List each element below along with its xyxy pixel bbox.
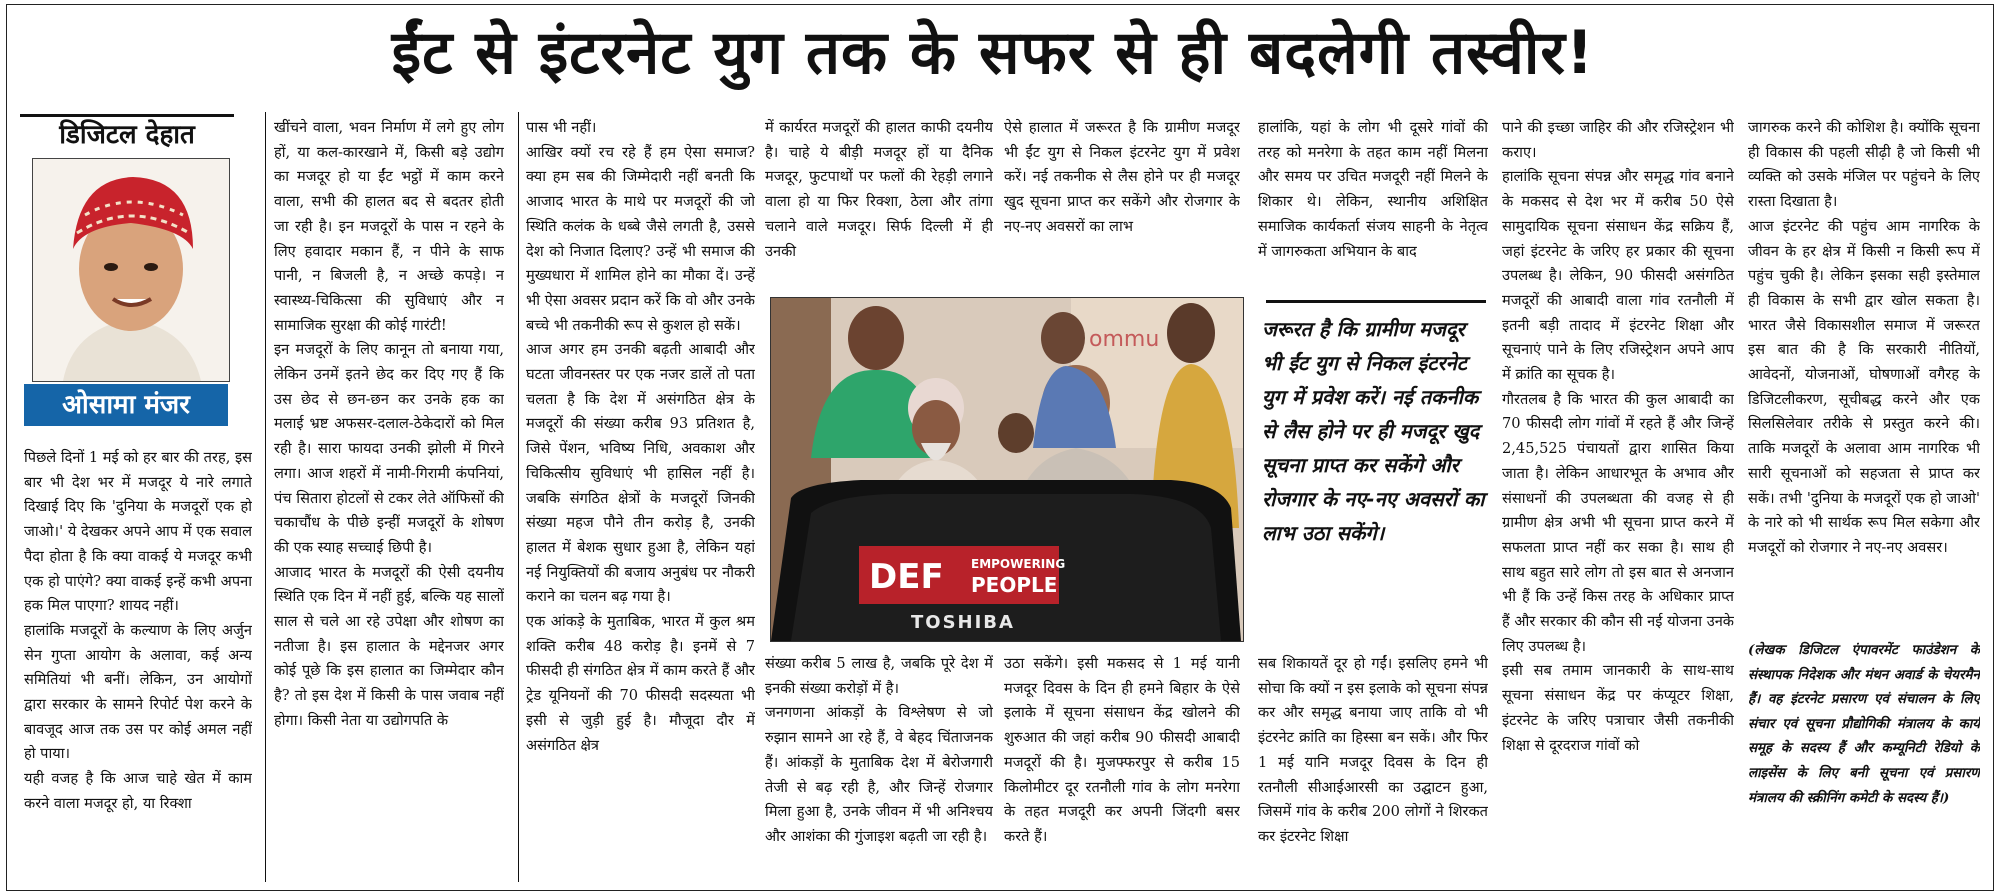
author-name: ओसामा मंजर bbox=[24, 384, 228, 426]
column-8: जागरुक करने की कोशिश है। क्योंकि सूचना ही विकास की पहली सीढ़ी है जो किसी भी व्यक्ति को उसके मंजिल पर पहुंचने के लिए रास्ता दिखाता है। आज इंटरनेट की पहुंच आम नागरिक के जीवन के हर क्षेत्र में किसी न किसी रूप में पहुंच चुकी है। लेकिन इसका सही इस्तेमाल ही विकास के सभी द्वार खोल सकता है। भारत जैसे विकासशील समाज में जरूरत इस बात की है कि सरकारी नीतियों, आवेदनों, योजनाओं, घोषणाओं वगैरह के डिजिटलीकरण, सूचीबद्ध करने और एक सिलसिलेवार तरीके से प्रस्तुत करने की। ताकि मजदूरों के अलावा आम नागरिक भी सारी सूचनाओं को सहजता से प्राप्त कर सकें। तभी 'दुनिया के मजदूरों एक हो जाओ' के नारे को भी सार्थक रूप मिल सकेगा और मजदूरों को रोजगार ने नए-नए अवसर। bbox=[1748, 119, 1980, 556]
column-6-bottom: सब शिकायतें दूर हो गईं। इसलिए हमने भी सोचा कि क्यों न इस इलाके को सूचना संपन्न कर और समृद्ध बनाया जाए ताकि वो भी इंटरनेट क्रांति का हिस्सा बन सकें। और फिर 1 मई यानि मजदूर दिवस के दिन ही रतनौली सीआईआरसी का उद्घाटन हुआ, जिसमें गांव के करीब 200 लोगों ने शिरकत कर इंटरनेट शिक्षा bbox=[1258, 655, 1488, 845]
column-5-bottom: उठा सकेंगे। इसी मकसद से 1 मई यानी मजदूर दिवस के दिन ही हमने बिहार के ऐसे इलाके में सूचना संसाधन केंद्र खोलने की शुरुआत की जहां करीब 90 फीसदी आबादी मजदूरों की है। मुजफ्फरपुर से करीब 15 किलोमीटर दूर रतनौली गांव के लोग मनरेगा के तहत मजदूरी कर अपनी जिंदगी बसर करते हैं। bbox=[1004, 655, 1240, 845]
section-label: डिजिटल देहात bbox=[20, 114, 234, 155]
column-1: पिछले दिनों 1 मई को हर बार की तरह, इस बार भी देश भर में मजदूर ये नारे लगाते दिखाई दिए कि 'दुनिया के मजदूरों एक हो जाओ।' ये देखकर अपने आप में एक सवाल पैदा होता है कि क्या वाकई ये मजदूर कभी एक हो पाएंगे? क्या वाकई इन्हें कभी अपना हक मिल पाएगा? शायद नहीं। हालांकि मजदूरों के कल्याण के लिए अर्जुन सेन गुप्ता आयोग के अलावा, कई अन्य समितियां भी बनीं। लेकिन, उन आयोगों द्वारा सरकार के सामने रिपोर्ट पेश करने के बावजूद आज तक उस पर कोई अमल नहीं हो पाया। यही वजह है कि आज चाहे खेत में काम करने वाला मजदूर हो, या रिक्शा bbox=[24, 449, 252, 812]
column-2: खींचने वाला, भवन निर्माण में लगे हुए लोग हों, या कल-कारखाने में, किसी बड़े उद्योग का मजदूर हो या ईंट भट्ठों में काम करने वाला, सभी की हालत बद से बदतर होती जा रही है। इन मजदूरों के पास न रहने के लिए हवादार मकान हैं, न पीने के साफ पानी, न बिजली है, न अच्छे कपड़े। न स्वास्थ्य-चिकित्सा की सुविधाएं और न सामाजिक सुरक्षा की कोई गारंटी! इन मजदूरों के लिए कानून तो बनाया गया, लेकिन उनमें इतने छेद कर दिए गए हैं कि उस छेद से छन-छन कर उनके हक का मलाई भ्रष्ट अफसर-दलाल-ठेकेदारों को मिल रही है। सारा फायदा उनकी झोली में गिरने लगा। आज शहरों में नामी-गिरामी कंपनियां, पंच सितारा होटलों से टकर लेते ऑफिसों की चकाचौंध के पीछे इन्हीं मजदूरों के शोषण की एक स्याह सच्चाई छिपी है। आजाद भारत के मजदूरों की ऐसी दयनीय स्थिति एक दिन में नहीं हुई, बल्कि यह सालों साल से चले आ रहे उपेक्षा और शोषण का नतीजा है। इस हालात के मद्देनजर अगर कोई पूछे कि इस हालात का जिम्मेदार कौन है? तो इस देश में किसी के पास जवाब नहीं होगा। किसी नेता या उद्योगपति के bbox=[274, 119, 504, 729]
banner-sub-1: EMPOWERING bbox=[971, 557, 1066, 571]
column-7: पाने की इच्छा जाहिर की और रजिस्ट्रेशन भी कराए। हालांकि सूचना संपन्न और समृद्ध गांव बनाने के मकसद से देश भर में करीब 50 ऐसे सामुदायिक सूचना संसाधन केंद्र सक्रिय हैं, जहां इंटरनेट के जरिए हर प्रकार की सूचना उपलब्ध है। लेकिन, 90 फीसदी असंगठित मजदूरों की आबादी वाला गांव रतनौली में इतनी बड़ी तादाद में इंटरनेट शिक्षा और सूचनाएं पाने के लिए रजिस्ट्रेशन अपने आप में क्रांति का सूचक है। गौरतलब है कि भारत की कुल आबादी का 70 फीसदी लोग गांवों में रहते हैं और जिन्हें 2,45,525 पंचायतों द्वारा शासित किया जाता है। लेकिन आधारभूत के अभाव और संसाधनों की उपलब्धता की वजह से ही ग्रामीण क्षेत्र अभी भी सूचना प्राप्त करने में सफलता प्राप्त नहीं कर सका है। साथ ही साथ बहुत सारे लोग तो इस बात से अनजान भी हैं कि उन्हें किस तरह के अधिकार प्राप्त हैं और सरकार की कौन सी नई योजना उनके लिए उपलब्ध है। इसी सब तमाम जानकारी के साथ-साथ सूचना संसाधन केंद्र पर कंप्यूटर शिक्षा, इंटरनेट के जरिए पत्राचार जैसी तकनीकी शिक्षा से दूरदराज गांवों को bbox=[1502, 119, 1734, 754]
column-rule bbox=[518, 112, 519, 882]
column-4-top: में कार्यरत मजदूरों की हालत काफी दयनीय है। चाहे ये बीड़ी मजदूर हों या दैनिक मजदूर, फुटपाथों पर फलों की रेहड़ी लगाने वाला हो या फिर रिक्शा, ठेला और तांगा चलाने वाले मजदूर। सिर्फ दिल्ली में ही उनकी bbox=[765, 119, 993, 260]
wall-text: ommu bbox=[1089, 327, 1160, 352]
banner-sub-2: PEOPLE bbox=[971, 573, 1058, 597]
author-photo bbox=[32, 158, 230, 382]
column-rule bbox=[265, 112, 266, 882]
column-6-top: हालांकि, यहां के लोग भी दूसरे गांवों की तरह को मनरेगा के तहत काम नहीं मिलना और समय पर उचित मजदूरी नहीं मिलने के शिकार थे। लेकिन, स्थानीय अशिक्षित समाजिक कार्यकर्ता संजय साहनी के नेतृत्व में जागरुकता अभियान के बाद bbox=[1258, 119, 1488, 260]
column-4-bottom: संख्या करीब 5 लाख है, जबकि पूरे देश में इनकी संख्या करोड़ों में है। जनगणना आंकड़ों के विश्लेषण से जो रुझान सामने आ रहे हैं, वे बेहद चिंताजनक हैं। आंकड़ों के मुताबिक देश में बेरोजगारी तेजी से बढ़ रही है, और जिन्हें रोजगार मिला हुआ है, उनके जीवन में भी अनिश्चय और आशंका की गुंजाइश बढ़ती जा रही है। bbox=[765, 655, 993, 845]
laptop-brand: TOSHIBA bbox=[911, 612, 1015, 633]
column-5-top: ऐसे हालात में जरूरत है कि ग्रामीण मजदूर भी ईंट युग से निकल इंटरनेट युग में प्रवेश करें। नई तकनीक से लैस होने पर ही मजदूर खुद सूचना प्राप्त कर सकेंगे और रोजगार के नए-नए अवसरों का लाभ bbox=[1004, 119, 1240, 235]
banner-text: DEF bbox=[869, 557, 944, 597]
column-3: पास भी नहीं। आखिर क्यों रच रहे हैं हम ऐसा समाज? क्या हम सब की जिम्मेदारी नहीं बनती कि आजाद भारत के माथे पर मजदूरों की जो स्थिति कलंक के धब्बे जैसे लगती है, उससे देश को निजात दिलाए? उन्हें भी समाज की मुख्यधारा में शामिल होने का मौका दें। उन्हें भी ऐसा अवसर प्रदान करें कि वो और उनके बच्चे भी तकनीकी रूप से कुशल हो सकें। आज अगर हम उनकी बढ़ती आबादी और घटता जीवनस्तर पर एक नजर डालें तो पता चलता है कि देश में असंगठित क्षेत्र के मजदूरों की संख्या करीब 93 प्रतिशत है, जिसे पेंशन, भविष्य निधि, अवकाश और चिकित्सीय सुविधाएं भी हासिल नहीं है। जबकि संगठित क्षेत्रों के मजदूरों जिनकी संख्या महज पौने तीन करोड़ है, उनकी हालत में बेशक सुधार हुआ है, लेकिन यहां नई नियुक्तियों की बजाय अनुबंध पर नौकरी कराने का चलन बढ़ गया है। एक आंकड़े के मुताबिक, भारत में कुल श्रम शक्ति करीब 48 करोड़ है। इनमें से 7 फीसदी ही संगठित क्षेत्र में काम करते हैं और ट्रेड यूनियनों की 70 फीसदी सदस्यता भी इसी से जुड़ी हुई है। मौजूदा दौर में असंगठित क्षेत्र bbox=[526, 119, 755, 754]
pullquote: जरूरत है कि ग्रामीण मजदूर भी ईंट युग से निकल इंटरनेट युग में प्रवेश करें। नई तकनीक से लैस होने पर ही मजदूर खुद सूचना प्राप्त कर सकेंगे और रोजगार के नए-नए अवसरों का लाभ उठा सकेंगे। bbox=[1262, 317, 1485, 545]
pullquote-rule bbox=[1266, 300, 1486, 303]
main-photo bbox=[770, 297, 1244, 642]
headline: ईंट से इंटरनेट युग तक के सफर से ही बदलेगी तस्वीर! bbox=[391, 18, 1595, 88]
author-note: (लेखक डिजिटल एंपावरमेंट फाउंडेशन के संस्थापक निदेशक और मंथन अवार्ड के चेयरमैन हैं। वह इंटरनेट प्रसारण एवं संचालन के लिए संचार एवं सूचना प्रौद्योगिकी मंत्रालय के कार्य समूह के सदस्य हैं और कम्यूनिटी रेडियो के लाइसेंस के लिए बनी सूचना एवं प्रसारण मंत्रालय की स्क्रीनिंग कमेटी के सदस्य हैं।) bbox=[1748, 642, 1980, 806]
